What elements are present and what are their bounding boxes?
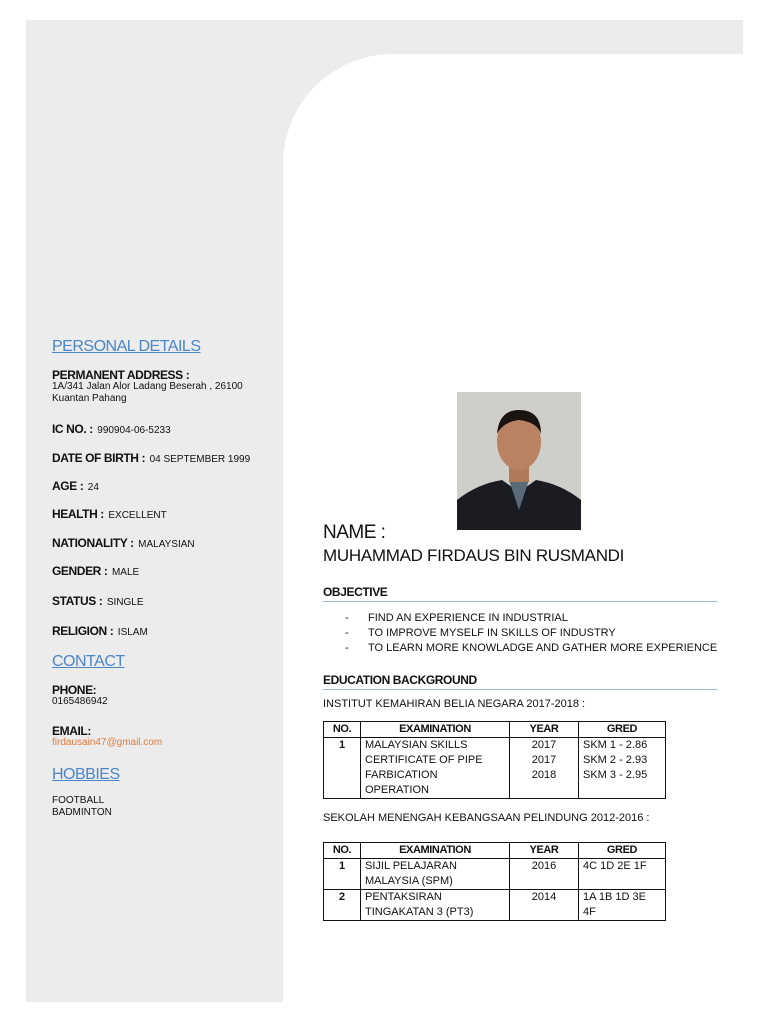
education-heading: EDUCATION BACKGROUND [323,673,477,687]
personal-details-heading: PERSONAL DETAILS [52,338,201,355]
objective-list [345,611,717,656]
hobby-item: FOOTBALL [52,795,105,806]
address-label: PERMANENT ADDRESS : [52,368,190,382]
table-row: 1 MALAYSIAN SKILLS CERTIFICATE OF PIPE FARBICATION OPERATION 2017 2017 2018 SKM 1 - 2.86 SKM 2 - 2.93 SKM 3 - 2.95 [324,738,666,799]
table-header-row: NO. EXAMINATION YEAR GRED [324,843,666,859]
institution-1: INSTITUT KEMAHIRAN BELIA NEGARA 2017-2018 : [323,698,586,710]
hobbies-list [52,795,112,819]
education-divider [323,689,717,690]
objective-heading: OBJECTIVE [323,585,388,599]
age-row: AGE : 24 [52,479,99,493]
nationality-row: NATIONALITY : MALAYSIAN [52,536,195,550]
objective-divider [323,601,717,602]
hobbies-heading: HOBBIES [52,766,120,783]
phone-value: 0165486942 [52,696,108,707]
name-label: NAME : [323,522,386,543]
table-header-row: NO. EXAMINATION YEAR GRED [324,722,666,738]
contact-heading: CONTACT [52,653,125,670]
list-item: - FIND AN EXPERIENCE IN INDUSTRIAL [345,612,568,624]
table-row: 1 SIJIL PELAJARAN MALAYSIA (SPM) 2016 4C 1D 2E 1F [324,859,666,890]
full-name: MUHAMMAD FIRDAUS BIN RUSMANDI [323,546,625,565]
hobby-item: BADMINTON [52,807,112,818]
list-item: - TO LEARN MORE KNOWLADGE AND GATHER MORE EXPERIENCE [345,642,718,654]
ic-row: IC NO. : 990904-06-5233 [52,422,171,436]
health-row: HEALTH : EXCELLENT [52,507,167,521]
profile-photo [457,392,581,530]
religion-row: RELIGION : ISLAM [52,624,148,638]
list-item: - TO IMPROVE MYSELF IN SKILLS OF INDUSTRY [345,627,616,639]
address-value: 1A/341 Jalan Alor Ladang Beserah , 26100 Kuantan Pahang [52,381,243,404]
email-link[interactable]: firdausain47@gmail.com [52,737,163,748]
education-table-1 [323,721,666,799]
education-table-2 [323,842,666,921]
email-label: EMAIL: [52,724,91,738]
status-row: STATUS : SINGLE [52,594,144,608]
phone-label: PHONE: [52,683,97,697]
dob-row: DATE OF BIRTH : 04 SEPTEMBER 1999 [52,451,251,465]
table-row: 2 PENTAKSIRAN TINGAKATAN 3 (PT3) 2014 1A 1B 1D 3E 4F [324,890,666,921]
gender-row: GENDER : MALE [52,564,140,578]
institution-2: SEKOLAH MENENGAH KEBANGSAAN PELINDUNG 2012-2016 : [323,812,650,824]
